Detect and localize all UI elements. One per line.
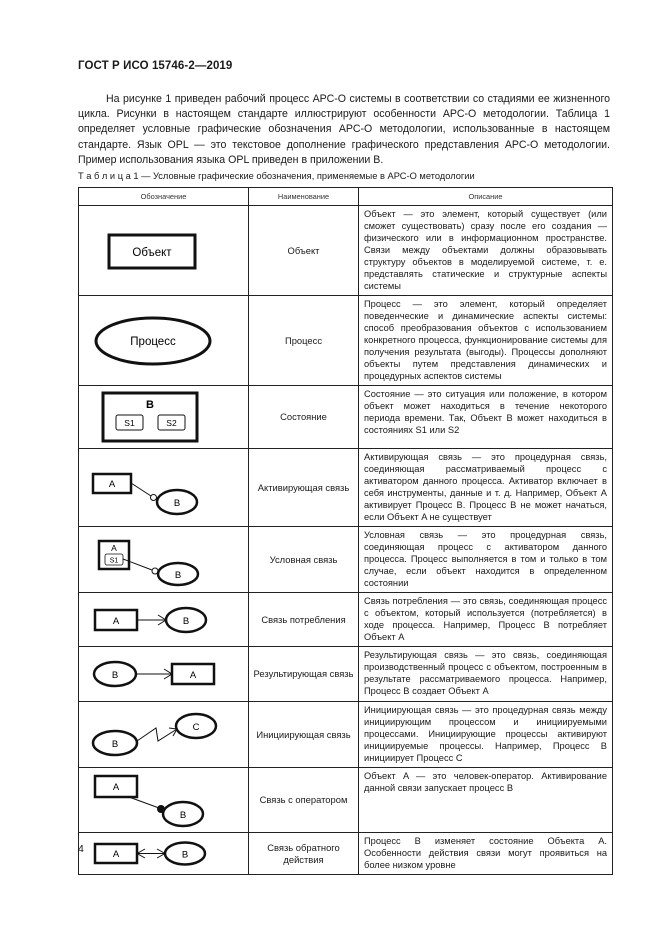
invocation-link-symbol — [79, 705, 249, 765]
enabling-object-label: A — [108, 478, 116, 490]
table-row — [79, 593, 613, 647]
state-symbol — [79, 386, 249, 448]
conditional-object-label: A — [111, 542, 117, 553]
row-description: Объект — это элемент, который существует (или сможет существовать) сразу после его создания — физического или в информационном пространстве. Связи между объектами должны образовывать структуру объектов в моделируемой системе, т. е. представлять статические и структурные аспекты системы — [359, 206, 613, 296]
object-symbol — [79, 213, 249, 289]
effect-object-label: A — [112, 848, 120, 860]
table-row — [79, 296, 613, 386]
table-row — [79, 647, 613, 702]
table-row — [79, 449, 613, 527]
row-description: Состояние — это ситуация или положение, в котором объект может находиться в течение некоторого периода времени. Так, Объект B может находиться в состояниях S1 или S2 — [359, 386, 613, 449]
conditional-state-label: S1 — [109, 557, 119, 564]
state-s2-label: S2 — [166, 418, 177, 428]
state-object-label: B — [146, 399, 154, 411]
header-name: Наименование — [249, 188, 359, 206]
enabling-process-label: B — [173, 497, 181, 509]
result-link-symbol-cell — [79, 647, 249, 702]
header-symbol: Обозначение — [79, 188, 249, 206]
row-description: Инициирующая связь — это процедурная связь между инициирующим процессом и инициируемыми процессами. Инициирующие процессы активируют инициируемые процессы. Например, Процесс B инициирует Процесс C — [359, 702, 613, 768]
enabling-link-symbol-cell — [79, 449, 249, 527]
row-description: Условная связь — это процедурная связь, соединяющая процесс с активатором данного процесса. Процесс выполняется в том и только в том случае, если объект находится в определенном состоянии — [359, 527, 613, 593]
row-name: Связь обратного действия — [249, 833, 359, 875]
effect-link-symbol-cell — [79, 833, 249, 875]
row-name: Активирующая связь — [249, 449, 359, 527]
enabling-link-symbol — [79, 458, 249, 518]
table-row — [79, 386, 613, 449]
table-header-row — [79, 188, 613, 206]
row-name: Связь с оператором — [249, 768, 359, 833]
consumption-link-symbol-cell — [79, 593, 249, 647]
row-name: Состояние — [249, 386, 359, 449]
agent-link-symbol — [79, 768, 249, 832]
row-name: Условная связь — [249, 527, 359, 593]
effect-link-symbol — [79, 836, 249, 872]
table-row — [79, 702, 613, 768]
invocation-source-label: B — [111, 738, 119, 750]
result-link-symbol — [79, 647, 249, 701]
conditional-link-symbol-cell — [79, 527, 249, 593]
header-description: Описание — [359, 188, 613, 206]
row-name: Инициирующая связь — [249, 702, 359, 768]
table-row — [79, 768, 613, 833]
row-description: Активирующая связь — это процедурная связь, соединяющая рассматриваемый процесс с активатором данного процесса. Активатор включает в себя инструменты, данные и т. д. Например, Объект A активирует Процесс B. Процесс B не может начаться, если Объект A не существует — [359, 449, 613, 527]
result-object-label: A — [189, 670, 197, 681]
row-description: Связь потребления — это связь, соединяющая процесс с объектом, который используется (потребляется) в ходе процесса. Например, Процесс B потребляет Объект A — [359, 593, 613, 647]
consumption-link-symbol — [79, 599, 249, 641]
state-s1-label: S1 — [124, 418, 135, 428]
table-caption: Т а б л и ц а 1 — Условные графические обозначения, применяемые в АРС-О методологии — [78, 171, 475, 181]
row-name: Процесс — [249, 296, 359, 386]
process-symbol-label: Процесс — [130, 335, 176, 348]
consumption-process-label: B — [182, 615, 190, 627]
invocation-target-label: C — [192, 721, 200, 733]
row-name: Объект — [249, 206, 359, 296]
effect-process-label: B — [181, 849, 189, 860]
intro-paragraph: На рисунке 1 приведен рабочий процесс АРС-О системы в соответствии со стадиями ее жизненного цикла. Рисунки в настоящем стандарте иллюстрируют особенности АРС-О методологии. Таблица 1 определяет условные графические обозначения АРС-О методологии, использованные в настоящем стандарте. Язык OPL — это текстовое дополнение графического представления АРС-О методологии. Пример использования языка OPL приведен в приложении В. — [78, 93, 610, 166]
conditional-link-symbol — [79, 533, 249, 587]
result-process-label: B — [111, 670, 119, 681]
state-symbol-cell — [79, 386, 249, 449]
row-description: Процесс B изменяет состояние Объекта A. Особенности действия связи могут проявиться на более низком уровне — [359, 833, 613, 875]
consumption-object-label: A — [112, 615, 120, 627]
agent-link-symbol-cell — [79, 768, 249, 833]
invocation-link-symbol-cell — [79, 702, 249, 768]
symbols-table — [78, 187, 613, 875]
conditional-process-label: B — [174, 569, 182, 581]
object-symbol-label: Объект — [132, 246, 172, 259]
process-symbol — [79, 303, 249, 379]
table-row — [79, 527, 613, 593]
row-description: Процесс — это элемент, который определяет поведенческие и динамические аспекты системы: способ преобразования объектов с использованием конкретного процесса, функционирование системы для получения результата (выгоды). Процессы дополняют объекты путем представления динамических и процедурных аспектов системы — [359, 296, 613, 386]
agent-object-label: A — [112, 782, 120, 793]
agent-process-label: B — [179, 810, 187, 821]
page-number: 4 — [78, 843, 84, 855]
row-name: Связь потребления — [249, 593, 359, 647]
document-header: ГОСТ Р ИСО 15746-2—2019 — [78, 60, 233, 72]
table-row — [79, 206, 613, 296]
table-row — [79, 833, 613, 875]
row-description: Объект A — это человек-оператор. Активирование данной связи запускает процесс B — [359, 768, 613, 833]
row-name: Результирующая связь — [249, 647, 359, 702]
process-symbol-cell — [79, 296, 249, 386]
object-symbol-cell — [79, 206, 249, 296]
row-description: Результирующая связь — это связь, соединяющая производственный процесс с объектом, построенным в результате рассматриваемого процесса. Например, Процесс B создает Объект A — [359, 647, 613, 702]
